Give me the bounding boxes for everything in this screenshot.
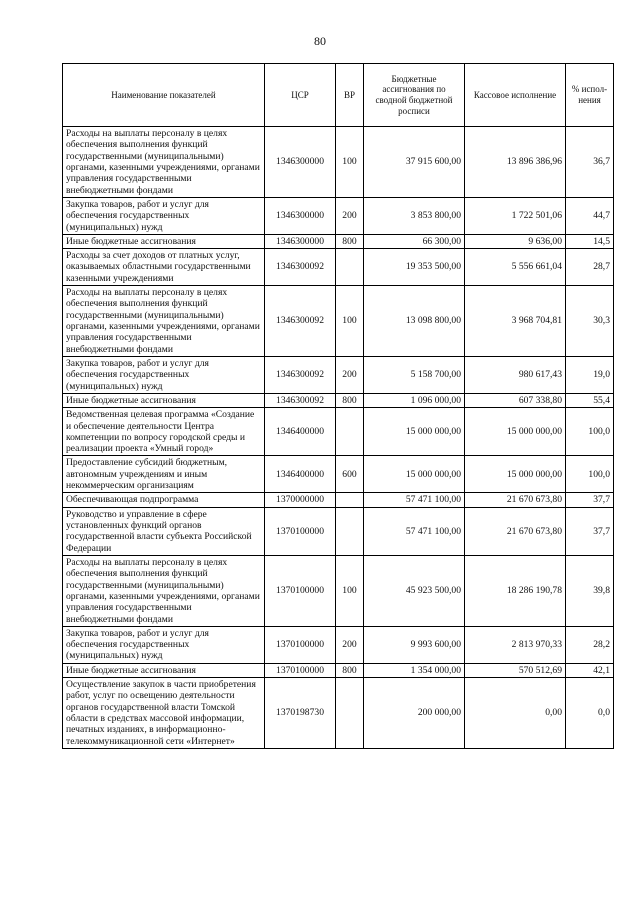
- row-percent: 28,7: [566, 249, 614, 286]
- row-assignments: 200 000,00: [364, 678, 465, 749]
- row-name: Иные бюджетные ассигнования: [63, 234, 265, 248]
- row-vr: 100: [336, 127, 364, 198]
- row-csr: 1346300000: [265, 234, 336, 248]
- header-csr: ЦСР: [265, 64, 336, 127]
- row-percent: 37,7: [566, 507, 614, 555]
- row-csr: 1370100000: [265, 663, 336, 677]
- table-header-row: [63, 64, 614, 127]
- row-name: Руководство и управление в сфере установленных функций органов государственной власти субъекта Российской Федерации: [63, 507, 265, 555]
- row-assignments: 1 096 000,00: [364, 393, 465, 407]
- row-execution: 5 556 661,04: [465, 249, 566, 286]
- row-assignments: 13 098 800,00: [364, 286, 465, 357]
- row-assignments: 57 471 100,00: [364, 493, 465, 507]
- table-row: [63, 663, 614, 677]
- row-csr: 1346300092: [265, 356, 336, 393]
- table-row: [63, 197, 614, 234]
- row-assignments: 45 923 500,00: [364, 555, 465, 626]
- row-percent: 36,7: [566, 127, 614, 198]
- row-name: Осуществление закупок в части приобретения работ, услуг по освещению деятельности органов государственной власти Томской области в средствах массовой информации, печатных изданиях, в информационно-телекоммуникационной сети «Интернет»: [63, 678, 265, 749]
- table-row: [63, 234, 614, 248]
- row-csr: 1370100000: [265, 555, 336, 626]
- row-percent: 0,0: [566, 678, 614, 749]
- row-vr: [336, 408, 364, 456]
- row-csr: 1370100000: [265, 507, 336, 555]
- table-row: [63, 555, 614, 626]
- row-vr: [336, 249, 364, 286]
- row-percent: 14,5: [566, 234, 614, 248]
- row-percent: 37,7: [566, 493, 614, 507]
- row-csr: 1346300092: [265, 249, 336, 286]
- row-execution: 9 636,00: [465, 234, 566, 248]
- row-percent: 39,8: [566, 555, 614, 626]
- row-execution: 1 722 501,06: [465, 197, 566, 234]
- row-execution: 2 813 970,33: [465, 626, 566, 663]
- row-assignments: 19 353 500,00: [364, 249, 465, 286]
- row-vr: 800: [336, 393, 364, 407]
- table-row: [63, 456, 614, 493]
- table-row: [63, 408, 614, 456]
- header-execution: Кассовое исполнение: [465, 64, 566, 127]
- row-assignments: 1 354 000,00: [364, 663, 465, 677]
- row-vr: 600: [336, 456, 364, 493]
- page-number: 80: [314, 34, 326, 48]
- row-name: Расходы на выплаты персоналу в целях обеспечения выполнения функций государственными (муниципальными) органами, казенными учреждениями, органами управления государственными внебюджетными фондами: [63, 127, 265, 198]
- row-csr: 1346300092: [265, 286, 336, 357]
- row-assignments: 57 471 100,00: [364, 507, 465, 555]
- row-name: Закупка товаров, работ и услуг для обеспечения государственных (муниципальных) нужд: [63, 197, 265, 234]
- row-name: Расходы на выплаты персоналу в целях обеспечения выполнения функций государственными (муниципальными) органами, казенными учреждениями, органами управления государственными внебюджетными фондами: [63, 286, 265, 357]
- row-assignments: 9 993 600,00: [364, 626, 465, 663]
- row-execution: 0,00: [465, 678, 566, 749]
- row-execution: 18 286 190,78: [465, 555, 566, 626]
- header-name: Наименование показателей: [63, 64, 265, 127]
- row-name: Иные бюджетные ассигнования: [63, 663, 265, 677]
- row-csr: 1346400000: [265, 456, 336, 493]
- row-vr: 200: [336, 356, 364, 393]
- row-assignments: 15 000 000,00: [364, 408, 465, 456]
- row-execution: 21 670 673,80: [465, 507, 566, 555]
- row-percent: 42,1: [566, 663, 614, 677]
- row-name: Расходы за счет доходов от платных услуг, оказываемых областными государственными казенными учреждениями: [63, 249, 265, 286]
- row-execution: 15 000 000,00: [465, 408, 566, 456]
- row-vr: [336, 507, 364, 555]
- row-assignments: 66 300,00: [364, 234, 465, 248]
- row-csr: 1346300092: [265, 393, 336, 407]
- header-percent: % испол-нения: [566, 64, 614, 127]
- row-assignments: 3 853 800,00: [364, 197, 465, 234]
- row-name: Обеспечивающая подпрограмма: [63, 493, 265, 507]
- row-csr: 1370100000: [265, 626, 336, 663]
- row-vr: 200: [336, 626, 364, 663]
- table-body: [63, 127, 614, 749]
- table-row: [63, 393, 614, 407]
- row-execution: 980 617,43: [465, 356, 566, 393]
- row-execution: 21 670 673,80: [465, 493, 566, 507]
- row-percent: 100,0: [566, 408, 614, 456]
- table-row: [63, 507, 614, 555]
- row-name: Ведомственная целевая программа «Создание и обеспечение деятельности Центра компетенции по вопросу городской среды и реализации проекта «Умный город»: [63, 408, 265, 456]
- row-vr: 100: [336, 286, 364, 357]
- row-name: Иные бюджетные ассигнования: [63, 393, 265, 407]
- row-assignments: 15 000 000,00: [364, 456, 465, 493]
- row-assignments: 37 915 600,00: [364, 127, 465, 198]
- row-vr: 800: [336, 234, 364, 248]
- row-vr: [336, 678, 364, 749]
- row-name: Расходы на выплаты персоналу в целях обеспечения выполнения функций государственными (муниципальными) органами, казенными учреждениями, органами управления государственными внебюджетными фондами: [63, 555, 265, 626]
- row-name: Предоставление субсидий бюджетным, автономным учреждениям и иным некоммерческим организациям: [63, 456, 265, 493]
- table-row: [63, 678, 614, 749]
- row-percent: 28,2: [566, 626, 614, 663]
- row-percent: 55,4: [566, 393, 614, 407]
- header-vr: ВР: [336, 64, 364, 127]
- row-csr: 1346300000: [265, 127, 336, 198]
- row-vr: [336, 493, 364, 507]
- table-row: [63, 626, 614, 663]
- row-name: Закупка товаров, работ и услуг для обеспечения государственных (муниципальных) нужд: [63, 356, 265, 393]
- header-assignments: Бюджетные ассигнования по сводной бюджетной росписи: [364, 64, 465, 127]
- row-percent: 19,0: [566, 356, 614, 393]
- row-vr: 800: [336, 663, 364, 677]
- row-assignments: 5 158 700,00: [364, 356, 465, 393]
- row-execution: 13 896 386,96: [465, 127, 566, 198]
- row-csr: 1346400000: [265, 408, 336, 456]
- row-execution: 570 512,69: [465, 663, 566, 677]
- budget-execution-table: [62, 63, 614, 749]
- row-name: Закупка товаров, работ и услуг для обеспечения государственных (муниципальных) нужд: [63, 626, 265, 663]
- table-row: [63, 127, 614, 198]
- row-execution: 15 000 000,00: [465, 456, 566, 493]
- row-execution: 607 338,80: [465, 393, 566, 407]
- row-percent: 30,3: [566, 286, 614, 357]
- row-csr: 1370000000: [265, 493, 336, 507]
- row-csr: 1346300000: [265, 197, 336, 234]
- row-vr: 100: [336, 555, 364, 626]
- row-percent: 44,7: [566, 197, 614, 234]
- table-row: [63, 249, 614, 286]
- table-row: [63, 356, 614, 393]
- row-execution: 3 968 704,81: [465, 286, 566, 357]
- table-row: [63, 286, 614, 357]
- row-percent: 100,0: [566, 456, 614, 493]
- table-row: [63, 493, 614, 507]
- row-vr: 200: [336, 197, 364, 234]
- row-csr: 1370198730: [265, 678, 336, 749]
